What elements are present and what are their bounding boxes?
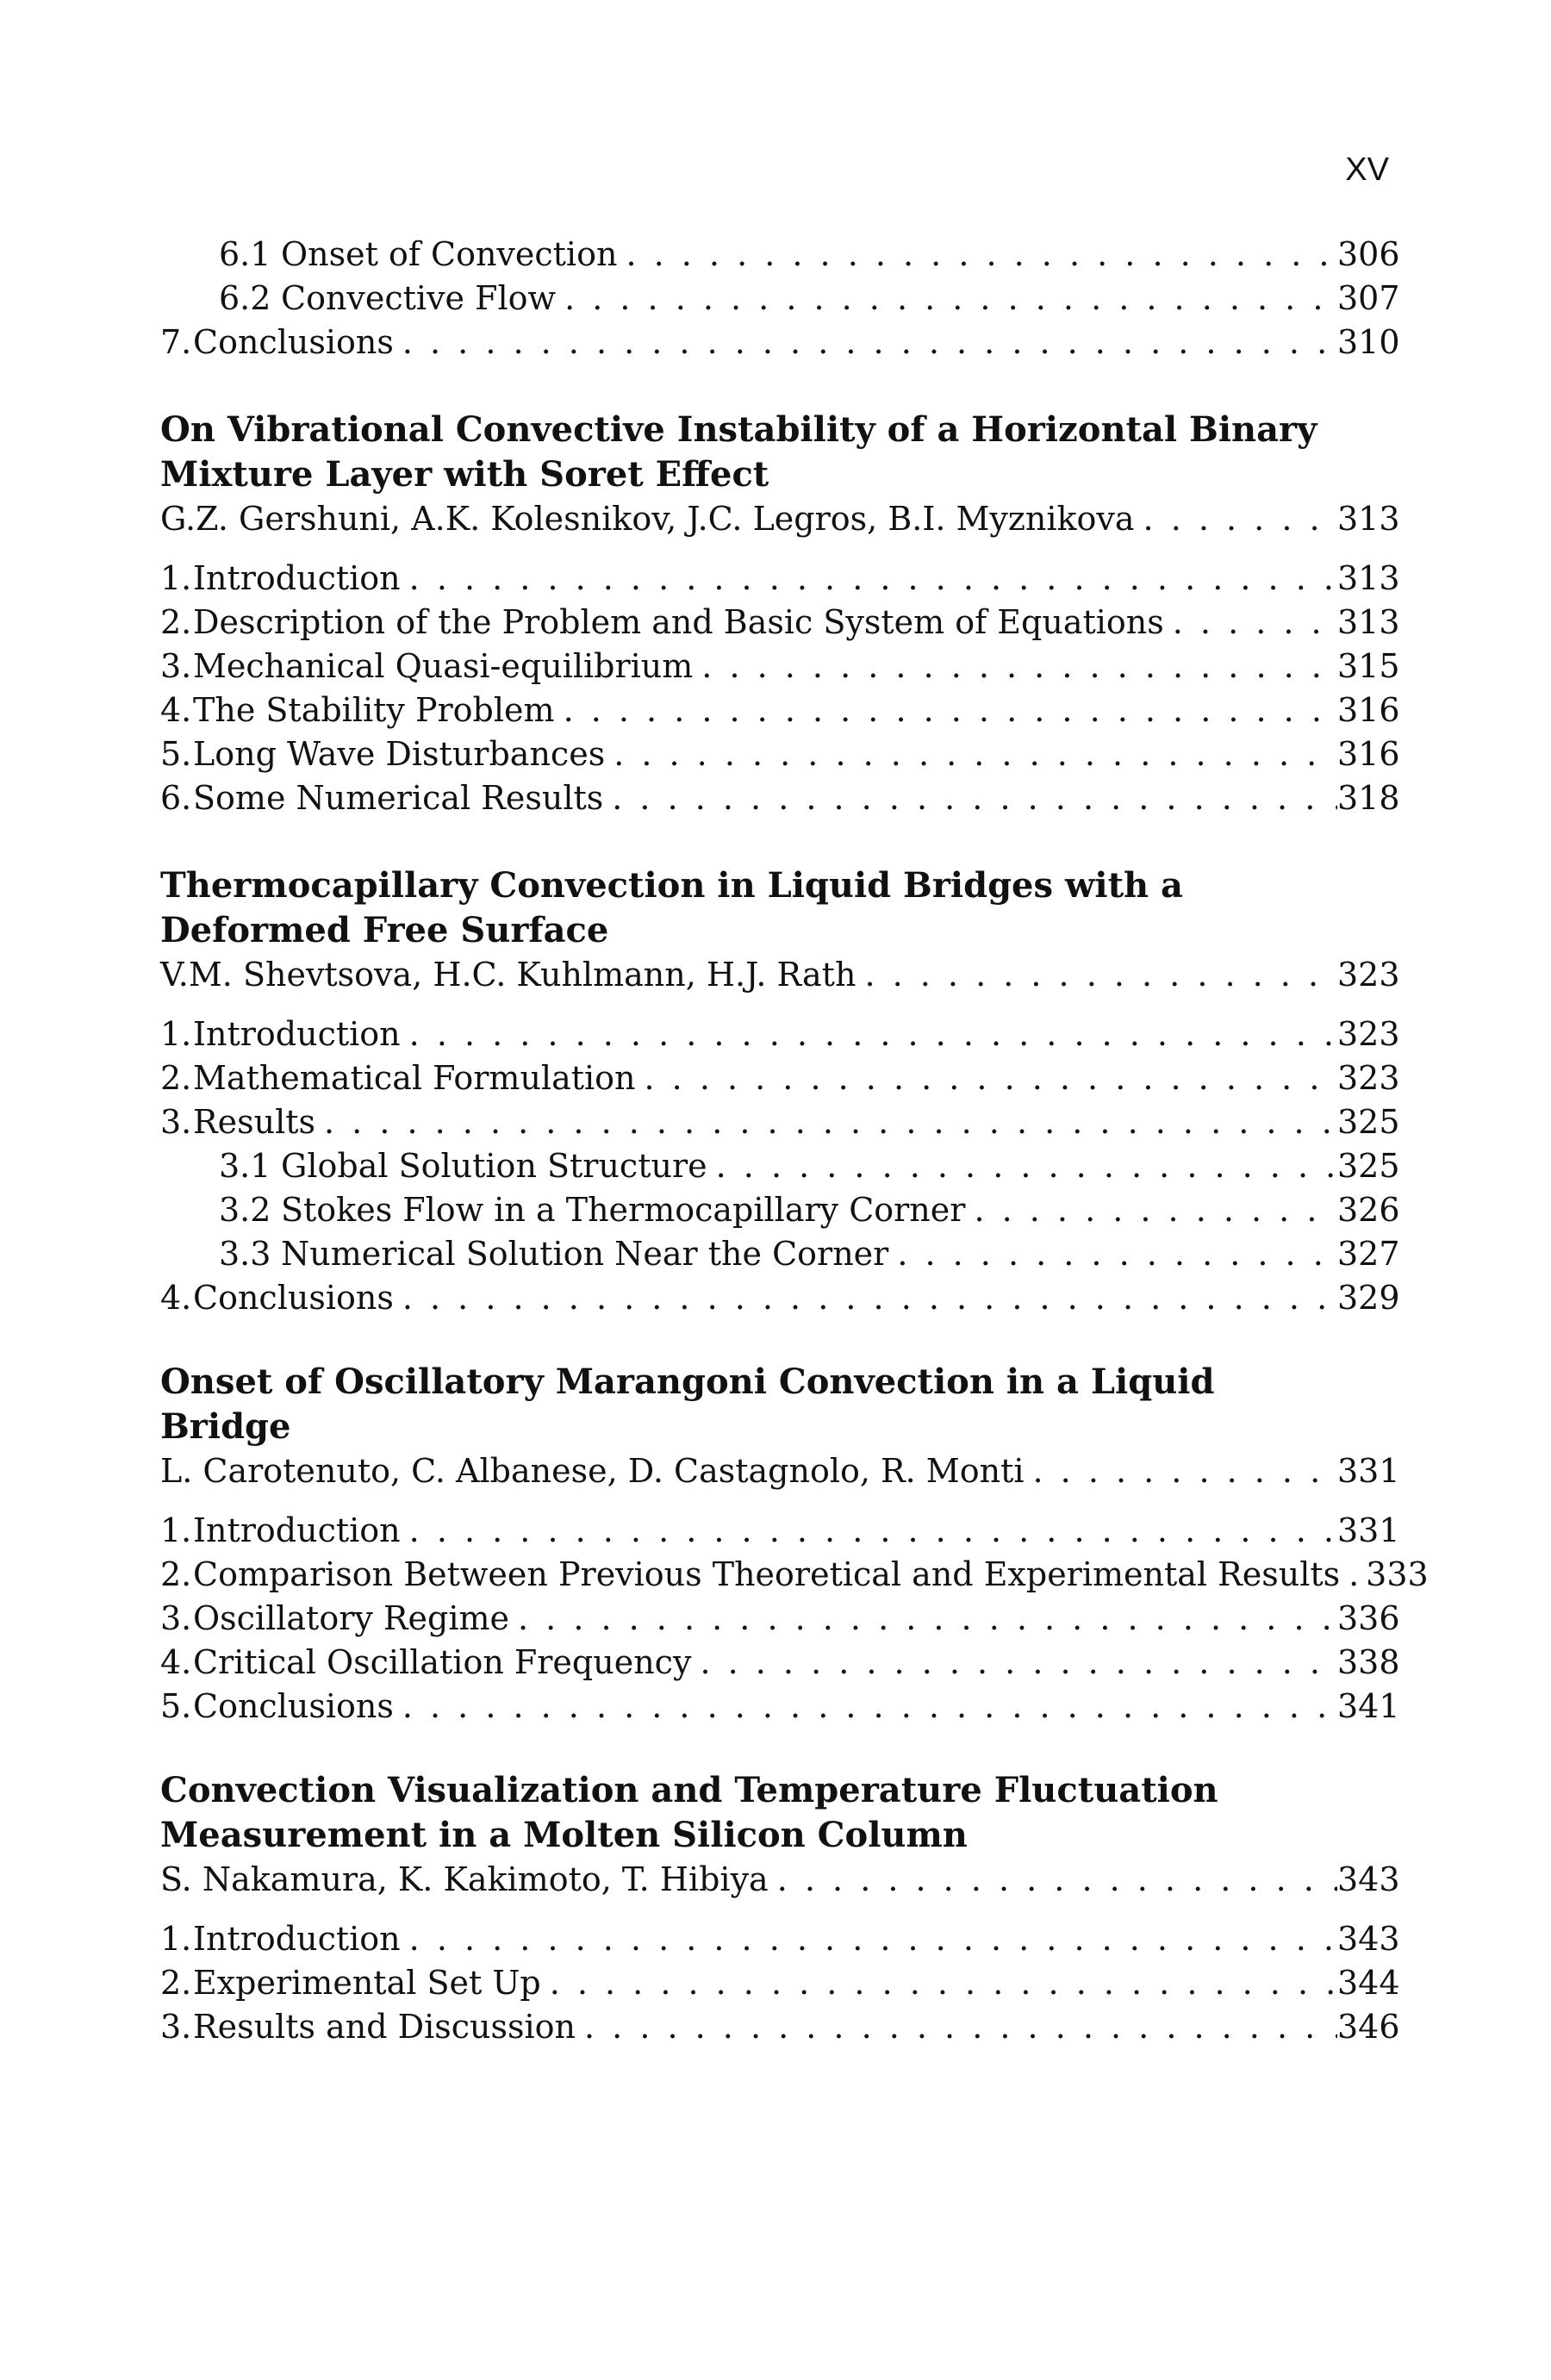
entry-title: Experimental Set Up (193, 1964, 541, 2002)
entry-title: Numerical Solution Near the Corner (281, 1235, 889, 1273)
entry-number: 2. (160, 1059, 192, 1097)
dot-leader (409, 1012, 1337, 1056)
entry-number: 2. (160, 1964, 192, 2002)
toc-entry (160, 277, 1400, 321)
section-title: Thermocapillary Convection in Liquid Bridges with a Deformed Free Surface (160, 865, 1183, 950)
entry-number: 6. (160, 779, 192, 817)
entry-page: 313 (1337, 603, 1400, 641)
authors-text: S. Nakamura, K. Kakimoto, T. Hibiya (160, 1860, 769, 1898)
dot-leader (1033, 1449, 1338, 1493)
entry-page: 336 (1337, 1599, 1400, 1637)
section-page: 343 (1337, 1860, 1400, 1898)
entry-title: Critical Oscillation Frequency (193, 1643, 692, 1681)
authors-text: V.M. Shevtsova, H.C. Kuhlmann, H.J. Rath (160, 956, 856, 994)
entry-number: 5. (160, 1687, 192, 1725)
entry-number: 1. (160, 559, 192, 597)
toc-entry (160, 1553, 1429, 1597)
entry-title: Some Numerical Results (193, 779, 604, 817)
authors-text: G.Z. Gershuni, A.K. Kolesnikov, J.C. Legros, B.I. Myznikova (160, 500, 1135, 538)
toc-entry (160, 1100, 1400, 1144)
dot-leader (614, 732, 1337, 776)
entry-number: 3.2 (219, 1191, 271, 1229)
dot-leader (974, 1188, 1337, 1232)
dot-leader (518, 1597, 1337, 1641)
entry-number: 6.1 (219, 235, 271, 273)
dot-leader (777, 1858, 1337, 1902)
section-title: Onset of Oscillatory Marangoni Convection in a Liquid Bridge (160, 1361, 1215, 1447)
entry-number: 1. (160, 1920, 192, 1958)
toc-entry (160, 645, 1400, 688)
entry-page: 316 (1337, 735, 1400, 773)
entry-title: Onset of Convection (281, 235, 618, 273)
entry-title: Mathematical Formulation (193, 1059, 636, 1097)
toc-entry (160, 1641, 1400, 1685)
dot-leader (864, 953, 1337, 997)
entry-number: 7. (160, 323, 192, 361)
toc-entry (160, 557, 1400, 601)
dot-leader (550, 1961, 1337, 2005)
entry-title: Comparison Between Previous Theoretical and Experimental Results (193, 1555, 1341, 1593)
entry-title: Conclusions (193, 323, 394, 361)
entry-number: 3.3 (219, 1235, 271, 1273)
entry-title: Long Wave Disturbances (193, 735, 606, 773)
dot-leader (716, 1144, 1337, 1188)
entry-page: 325 (1337, 1103, 1400, 1141)
toc-entry (160, 688, 1400, 732)
section-page: 331 (1337, 1452, 1400, 1490)
entry-page: 327 (1337, 1235, 1400, 1273)
toc-entry (160, 2005, 1400, 2049)
section-title: Convection Visualization and Temperature Fluctuation Measurement in a Molten Silicon Column (160, 1770, 1218, 1855)
entry-title: Introduction (193, 1920, 401, 1958)
entry-page: 323 (1337, 1059, 1400, 1097)
entry-page: 310 (1337, 323, 1400, 361)
entry-number: 4. (160, 1643, 192, 1681)
entry-number: 3. (160, 1103, 192, 1141)
section-authors (160, 1858, 1400, 1902)
entry-number: 2. (160, 1555, 192, 1593)
toc-entry (160, 601, 1400, 645)
toc-entry (160, 1685, 1400, 1729)
entry-page: 329 (1337, 1279, 1400, 1317)
entry-page: 338 (1337, 1643, 1400, 1681)
toc-entry (160, 1276, 1400, 1320)
entry-title: The Stability Problem (193, 691, 555, 729)
dot-leader (701, 645, 1337, 688)
entry-page: 318 (1337, 779, 1400, 817)
toc-entry (160, 1188, 1400, 1232)
toc-entry (160, 1144, 1400, 1188)
toc-entry (160, 1961, 1400, 2005)
table-of-contents (160, 233, 1429, 2049)
section-page: 323 (1337, 956, 1400, 994)
entry-title: Oscillatory Regime (193, 1599, 510, 1637)
toc-section (160, 863, 1400, 1320)
dot-leader (1349, 1553, 1366, 1597)
section-authors (160, 953, 1400, 997)
dot-leader (409, 557, 1337, 601)
entry-page: 306 (1337, 235, 1400, 273)
entry-number: 1. (160, 1015, 192, 1053)
dot-leader (409, 1917, 1337, 1961)
dot-leader (402, 1276, 1337, 1320)
dot-leader (897, 1232, 1337, 1276)
entry-page: 315 (1337, 647, 1400, 685)
dot-leader (584, 2005, 1337, 2049)
entry-page: 331 (1337, 1511, 1400, 1549)
entry-page: 325 (1337, 1147, 1400, 1185)
dot-leader (700, 1641, 1337, 1685)
toc-entry (160, 776, 1400, 820)
entry-page: 307 (1337, 279, 1400, 317)
toc-entry (160, 1509, 1400, 1553)
page-number: XV (1345, 152, 1389, 188)
toc-entry (160, 1012, 1400, 1056)
entry-title: Introduction (193, 559, 401, 597)
toc-section (160, 1768, 1400, 2049)
dot-leader (402, 321, 1337, 364)
dot-leader (402, 1685, 1337, 1729)
toc-section (160, 408, 1400, 820)
entry-title: Results (193, 1103, 315, 1141)
entry-title: Results and Discussion (193, 2008, 576, 2046)
entry-number: 3. (160, 647, 192, 685)
dot-leader (626, 233, 1337, 277)
entry-page: 316 (1337, 691, 1400, 729)
entry-number: 1. (160, 1511, 192, 1549)
toc-entry (160, 233, 1400, 277)
entry-page: 343 (1337, 1920, 1400, 1958)
section-authors (160, 1449, 1400, 1493)
entry-title: Conclusions (193, 1279, 394, 1317)
entry-page: 341 (1337, 1687, 1400, 1725)
entry-number: 5. (160, 735, 192, 773)
entry-number: 3. (160, 1599, 192, 1637)
entry-page: 326 (1337, 1191, 1400, 1229)
entry-number: 2. (160, 603, 192, 641)
entry-number: 4. (160, 691, 192, 729)
entry-page: 313 (1337, 559, 1400, 597)
section-title: On Vibrational Convective Instability of a Horizontal Binary Mixture Layer with Soret Effect (160, 409, 1317, 495)
toc-entry (160, 1917, 1400, 1961)
dot-leader (324, 1100, 1337, 1144)
entry-page: 333 (1366, 1555, 1429, 1593)
dot-leader (564, 688, 1337, 732)
entry-title: Convective Flow (281, 279, 557, 317)
toc-entry (160, 321, 1400, 364)
entry-title: Conclusions (193, 1687, 394, 1725)
dot-leader (1143, 497, 1337, 541)
entry-number: 6.2 (219, 279, 271, 317)
entry-title: Stokes Flow in a Thermocapillary Corner (281, 1191, 966, 1229)
dot-leader (645, 1056, 1337, 1100)
section-page: 313 (1337, 500, 1400, 538)
toc-entry (160, 732, 1400, 776)
entry-page: 346 (1337, 2008, 1400, 2046)
entry-number: 3. (160, 2008, 192, 2046)
dot-leader (1173, 601, 1337, 645)
entry-page: 323 (1337, 1015, 1400, 1053)
dot-leader (612, 776, 1337, 820)
entry-title: Global Solution Structure (281, 1147, 707, 1185)
toc-entry (160, 1056, 1400, 1100)
entry-title: Introduction (193, 1511, 401, 1549)
toc-section (160, 1360, 1429, 1729)
entry-number: 3.1 (219, 1147, 271, 1185)
entry-title: Mechanical Quasi-equilibrium (193, 647, 694, 685)
entry-number: 4. (160, 1279, 192, 1317)
dot-leader (409, 1509, 1337, 1553)
authors-text: L. Carotenuto, C. Albanese, D. Castagnolo, R. Monti (160, 1452, 1025, 1490)
dot-leader (564, 277, 1337, 321)
section-authors (160, 497, 1400, 541)
toc-entry (160, 1232, 1400, 1276)
entry-title: Description of the Problem and Basic System of Equations (193, 603, 1164, 641)
entry-page: 344 (1337, 1964, 1400, 2002)
entry-title: Introduction (193, 1015, 401, 1053)
toc-entry (160, 1597, 1400, 1641)
